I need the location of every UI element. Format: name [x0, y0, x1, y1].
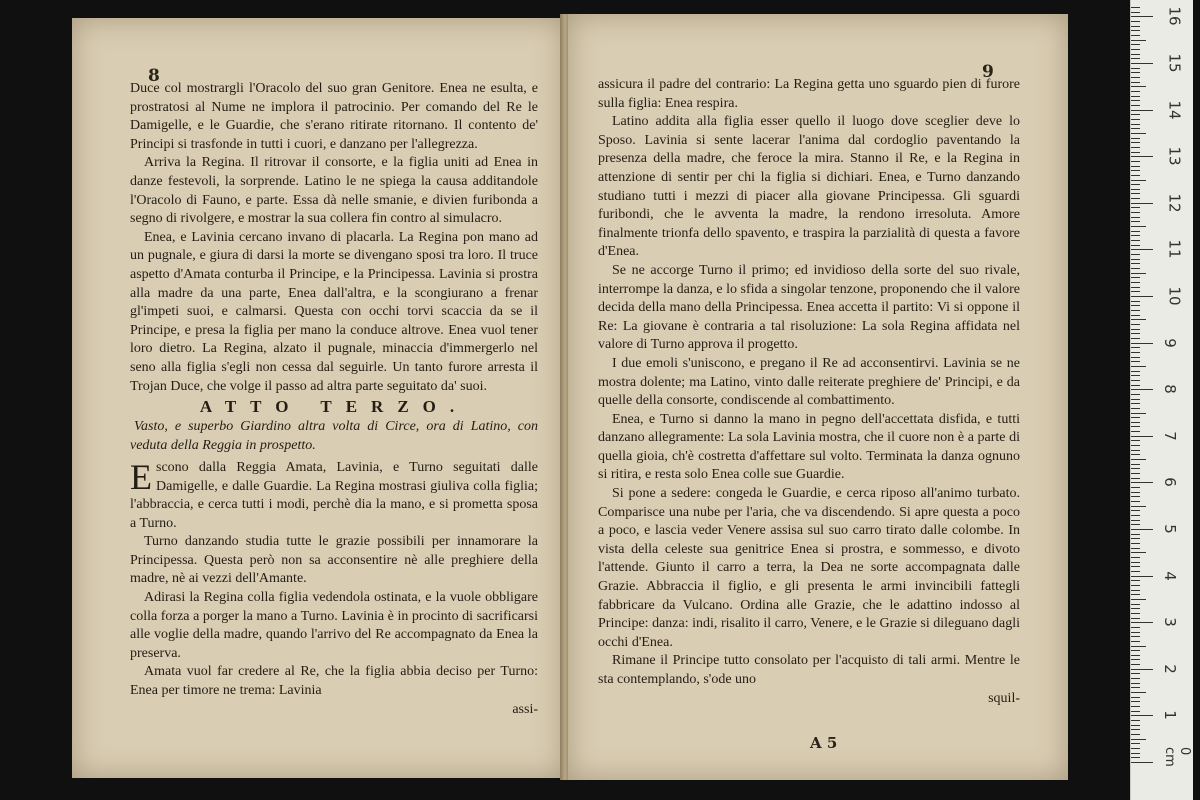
ruler-tick [1131, 273, 1146, 274]
ruler-tick [1131, 604, 1140, 605]
ruler-tick [1131, 506, 1146, 507]
ruler-tick [1131, 184, 1140, 185]
ruler-tick [1131, 590, 1140, 591]
ruler-tick [1131, 641, 1140, 642]
ruler-tick [1131, 566, 1140, 567]
ruler-tick [1131, 576, 1153, 577]
ruler-tick [1131, 12, 1140, 13]
ruler-tick [1131, 608, 1140, 609]
page-number-left: 8 [148, 66, 160, 86]
ruler-label: 12 [1165, 193, 1184, 213]
ruler-tick [1131, 240, 1140, 241]
ruler-tick [1131, 324, 1140, 325]
ruler-tick [1131, 133, 1146, 134]
ruler-tick [1131, 180, 1146, 181]
ruler-tick [1131, 408, 1140, 409]
ruler-tick [1131, 743, 1140, 744]
ruler-tick [1131, 734, 1140, 735]
ruler-tick [1131, 63, 1153, 64]
ruler-label: 13 [1165, 146, 1184, 166]
ruler-tick [1131, 613, 1140, 614]
ruler-tick [1131, 548, 1140, 549]
ruler-tick [1131, 599, 1146, 600]
ruler-tick [1131, 459, 1146, 460]
ruler-tick [1131, 389, 1153, 390]
left-text-block [130, 80, 538, 719]
ruler-tick [1131, 697, 1140, 698]
ruler-tick [1131, 371, 1140, 372]
ruler-tick [1131, 380, 1140, 381]
ruler-tick [1131, 58, 1140, 59]
ruler-tick [1131, 198, 1140, 199]
ruler-tick [1131, 399, 1140, 400]
ruler-tick [1131, 762, 1153, 763]
ruler-tick [1131, 82, 1140, 83]
ruler-label: 4 [1160, 570, 1179, 581]
ruler-label: 15 [1165, 53, 1184, 73]
ruler-tick [1131, 464, 1140, 465]
ruler-tick [1131, 338, 1140, 339]
ruler-tick [1131, 203, 1153, 204]
ruler-tick [1131, 245, 1140, 246]
ruler-tick [1131, 166, 1140, 167]
right-paragraph-1: assicura il padre del contrario: La Regina getta uno sguardo pien di furore sulla figlia: Enea respira. [598, 77, 1020, 111]
ruler-tick [1131, 632, 1140, 633]
ruler-tick [1131, 254, 1140, 255]
ruler-tick [1131, 482, 1153, 483]
ruler-tick [1131, 687, 1140, 688]
drop-cap: E [130, 456, 152, 497]
ruler-tick [1131, 622, 1153, 623]
ruler-tick [1131, 68, 1140, 69]
left-paragraph-1: Duce col mostrargli l'Oracolo del suo gran Genitore. Enea ne esulta, e prostratosi al Nume ne implora il patrocinio. Per comando del Re le Damigelle, e le Guardie, che s'erano ritirate ritornano. Il contento de' Principi si trasfonde in tutti i cuori, e danzano per l'allegrezza. [130, 81, 538, 152]
ruler-tick [1131, 524, 1140, 525]
ruler-tick [1131, 231, 1140, 232]
ruler-tick [1131, 357, 1140, 358]
ruler-tick [1131, 534, 1140, 535]
ruler-tick [1131, 217, 1140, 218]
ruler-tick [1131, 557, 1140, 558]
ruler-tick [1131, 487, 1140, 488]
ruler-tick [1131, 72, 1140, 73]
ruler-tick [1131, 562, 1140, 563]
ruler-tick [1131, 552, 1146, 553]
ruler-label: 10 [1165, 286, 1184, 306]
ruler-tick [1131, 538, 1140, 539]
ruler-tick [1131, 650, 1140, 651]
right-paragraph-5: Enea, e Turno si danno la mano in pegno dell'accettata disfida, e tutti danzano allegramente: La sola Lavinia mostra, che il cuore non è a parte di quella gioia, ch'è costretta d'affettare sul volto. Terminata la danza ognuno si ritira, e resta solo Enea colle sue Guardie. [598, 411, 1020, 483]
ruler-tick [1131, 315, 1140, 316]
ruler-tick [1131, 16, 1153, 17]
ruler-tick [1131, 673, 1140, 674]
ruler-tick [1131, 329, 1140, 330]
ruler-tick [1131, 193, 1140, 194]
measurement-ruler [1130, 0, 1193, 800]
ruler-tick [1131, 473, 1140, 474]
ruler-tick [1131, 715, 1153, 716]
ruler-tick [1131, 510, 1140, 511]
ruler-tick [1131, 156, 1153, 157]
ruler-tick [1131, 170, 1140, 171]
ruler-tick [1131, 422, 1140, 423]
ruler-tick [1131, 361, 1140, 362]
ruler-tick [1131, 110, 1153, 111]
ruler-tick [1131, 426, 1140, 427]
act-heading: ATTO TERZO. [199, 397, 469, 417]
ruler-tick [1131, 77, 1140, 78]
ruler-tick [1131, 100, 1140, 101]
left-paragraph-7: Amata vuol far credere al Re, che la figlia abbia deciso per Turno: Enea per timore ne trema: Lavinia [130, 664, 538, 699]
ruler-tick [1131, 520, 1140, 521]
ruler-label: 7 [1160, 431, 1179, 441]
ruler-tick [1131, 757, 1140, 758]
ruler-label: 9 [1160, 337, 1179, 348]
ruler-tick [1131, 454, 1140, 455]
ruler-tick [1131, 21, 1140, 22]
ruler-tick [1131, 347, 1140, 348]
ruler-tick [1131, 468, 1140, 469]
ruler-unit-label: 0 cm [1162, 747, 1192, 767]
right-paragraph-6: Si pone a sedere: congeda le Guardie, e cerca riposo all'animo turbato. Comparisce una nube per l'aria, che va discendendo. Si apre questa a poco a poco, e lascia veder Venere assisa sul suo carro tirato dalle colombe. In vista della celeste sua genitrice Enea si prostra, e sommesso, e divoto l'attende. Giunto il carro a terra, la Dea ne sorte accompagnata dalle Grazie. Abbraccia il figlio, e gli presenta le armi invincibili fattegli fabbricare da Vulcano. Ordina alle Grazie, che le adattino indosso al Principe: danza: indi, risalito il carro, Venere, e le Grazie si dileguano dagli occhi d'Enea. [598, 486, 1020, 650]
ruler-tick [1131, 436, 1153, 437]
ruler-tick [1131, 35, 1140, 36]
ruler-tick [1131, 268, 1140, 269]
ruler-tick [1131, 30, 1140, 31]
ruler-tick [1131, 413, 1146, 414]
ruler-tick [1131, 7, 1140, 8]
ruler-tick [1131, 114, 1140, 115]
right-text-block [598, 76, 1020, 708]
ruler-tick [1131, 152, 1140, 153]
ruler-tick [1131, 692, 1146, 693]
ruler-tick [1131, 161, 1140, 162]
left-paragraph-4-text: scono dalla Reggia Amata, Lavinia, e Turno seguitati dalle Damigelle, e dalle Guardie. La Regina mostrasi giuliva colla figlia; l'abbraccia, e cerca tutti i modi, perchè dia la mano, e si prometta sposa a Turno. [130, 459, 538, 531]
ruler-tick [1131, 366, 1146, 367]
ruler-label: 16 [1165, 6, 1184, 26]
ruler-tick [1131, 277, 1140, 278]
ruler-tick [1131, 706, 1140, 707]
ruler-tick [1131, 403, 1140, 404]
ruler-tick [1131, 221, 1140, 222]
ruler-tick [1131, 753, 1140, 754]
ruler-tick [1131, 725, 1140, 726]
ruler-tick [1131, 478, 1140, 479]
ruler-tick [1131, 343, 1153, 344]
ruler-label: 11 [1165, 239, 1184, 259]
ruler-tick [1131, 585, 1140, 586]
left-paragraph-5: Turno danzando studia tutte le grazie possibili per innamorare la Principessa. Questa però non sa acconsentire nè alle preghiere della madre, nè ai vezzi dell'Amante. [130, 534, 538, 587]
ruler-tick [1131, 515, 1140, 516]
ruler-tick [1131, 594, 1140, 595]
ruler-tick [1131, 226, 1146, 227]
ruler-tick [1131, 91, 1140, 92]
ruler-tick [1131, 175, 1140, 176]
catchword-left: assi- [512, 701, 538, 717]
ruler-tick [1131, 291, 1140, 292]
ruler-tick [1131, 212, 1140, 213]
ruler-tick [1131, 301, 1140, 302]
left-paragraph-3: Enea, e Lavinia cercano invano di placarla. La Regina pon mano ad un pugnale, e giura di darsi la morte se divengano sposi tra loro. Il truce aspetto d'Amata conturba il Principe, e la Principessa. Lavinia si prostra alla madre da una parte, Enea dall'altra, e la scongiurano a frenar gl'impeti suoi, e calmarsi. Questa con occhi torvi scaccia da se il Principe, e presa la figlia per mano la conduce altrove. Enea vuol tener loro dietro. La Regina, alzato il pugnale, minaccia d'immergerlo nel seno alla figlia s'egli non cessa dal seguirle. Un tanto furore arresta il Trojan Duce, che volge il passo ad altra parte seguitato da' suoi. [130, 229, 538, 394]
ruler-tick [1131, 86, 1146, 87]
ruler-tick [1131, 701, 1140, 702]
ruler-tick [1131, 683, 1140, 684]
catchword-right: squil- [988, 690, 1020, 706]
ruler-tick [1131, 287, 1140, 288]
signature-mark: A 5 [810, 734, 838, 752]
ruler-tick [1131, 655, 1140, 656]
ruler-tick [1131, 646, 1146, 647]
ruler-tick [1131, 636, 1140, 637]
ruler-tick [1131, 124, 1140, 125]
ruler-tick [1131, 44, 1140, 45]
right-paragraph-7: Rimane il Principe tutto consolato per l'acquisto di tali armi. Mentre le sta contemplando, s'ode uno [598, 653, 1020, 687]
ruler-tick [1131, 207, 1140, 208]
ruler-tick [1131, 352, 1140, 353]
ruler-tick [1131, 529, 1153, 530]
ruler-tick [1131, 54, 1140, 55]
ruler-tick [1131, 394, 1140, 395]
left-paragraph-2: Arriva la Regina. Il ritrovar il consorte, e la figlia uniti ad Enea in danze festevoli, la sorprende. Latino le ne spiega la causa additandole l'Oracolo di Fauno, e parte. Essa dà nelle smanie, e divien furibonda a segno di rivolgere, e mostrar la sua collera fin contro al simulacro. [130, 155, 538, 227]
left-paragraph-4 [130, 456, 538, 533]
ruler-tick [1131, 417, 1140, 418]
ruler-tick [1131, 138, 1140, 139]
ruler-label: 14 [1165, 100, 1184, 120]
ruler-tick [1131, 147, 1140, 148]
ruler-tick [1131, 105, 1140, 106]
right-paragraph-3: Se ne accorge Turno il primo; ed invidioso della sorte del suo rivale, interrompe la danza, e lo sfida a singolar tenzone, proponendo che il valore decida della mano della Principessa. Enea accetta il partito: Vi si oppone il Re: La giovane è contraria a tal risoluzione: La sola Regina affidata nel valore di Turno approva il progetto. [598, 262, 1020, 353]
ruler-tick [1131, 669, 1153, 670]
ruler-label: 8 [1160, 384, 1179, 394]
ruler-tick [1131, 26, 1140, 27]
ruler-tick [1131, 282, 1140, 283]
ruler-tick [1131, 720, 1140, 721]
ruler-tick [1131, 627, 1140, 628]
ruler-tick [1131, 450, 1140, 451]
ruler-tick [1131, 96, 1140, 97]
ruler-tick [1131, 678, 1140, 679]
right-page [568, 14, 1068, 780]
ruler-tick [1131, 310, 1140, 311]
ruler-label: 3 [1160, 617, 1179, 627]
ruler-label: 2 [1160, 664, 1179, 674]
right-paragraph-4: I due emoli s'uniscono, e pregano il Re ad acconsentirvi. Lavinia se ne mostra dolente; ma Latino, vinto dalle reiterate preghiere de' Principi, e da quelle della consorte, condiscende al combattimento. [598, 355, 1020, 409]
ruler-tick [1131, 49, 1140, 50]
ruler-tick [1131, 543, 1140, 544]
ruler-tick [1131, 305, 1140, 306]
ruler-tick [1131, 263, 1140, 264]
ruler-tick [1131, 496, 1140, 497]
scene-description: Vasto, e superbo Giardino altra volta di Circe, ora di Latino, con veduta della Reggia in prospetto. [130, 419, 538, 453]
right-paragraph-2: Latino addita alla figlia esser quello il luogo dove sceglier deve lo Sposo. Lavinia si sente lacerar l'anima dal cordoglio paventando la presenza della madre, che feroce la mira. Stanno il Re, e la Regina in attenzione di sentir per chi la figlia si dichiari. Enea, e Turno danzando studiano tutti i mezzi di piacer alla giovane Principessa. Gli sguardi furibondi, che le avventa la madre, la rendono irresoluta. Amore finalmente trionfa dello spavento, e traspira la parzialità di questa a favore d'Enea. [598, 114, 1020, 260]
ruler-tick [1131, 618, 1140, 619]
ruler-label: 6 [1160, 477, 1179, 488]
ruler-tick [1131, 40, 1146, 41]
ruler-tick [1131, 748, 1140, 749]
ruler-tick [1131, 440, 1140, 441]
ruler-tick [1131, 319, 1146, 320]
ruler-tick [1131, 501, 1140, 502]
ruler-tick [1131, 659, 1140, 660]
ruler-tick [1131, 729, 1140, 730]
ruler-tick [1131, 375, 1140, 376]
ruler-tick [1131, 235, 1140, 236]
ruler-tick [1131, 189, 1140, 190]
ruler-tick [1131, 492, 1140, 493]
ruler-tick [1131, 711, 1140, 712]
ruler-label: 5 [1160, 524, 1179, 534]
ruler-tick [1131, 142, 1140, 143]
ruler-tick [1131, 571, 1140, 572]
ruler-tick [1131, 385, 1140, 386]
page-number-right: 9 [982, 62, 994, 82]
ruler-tick [1131, 445, 1140, 446]
ruler-tick [1131, 296, 1153, 297]
ruler-tick [1131, 580, 1140, 581]
left-page [72, 18, 564, 778]
left-paragraph-6: Adirasi la Regina colla figlia vedendola ostinata, e la vuole obbligare colla forza a porger la mano a Turno. Lavinia è in procinto di sacrificarsi alle voglie della madre, quando l'arrivo del Re accompagnato da Enea la preserva. [130, 590, 538, 661]
ruler-tick [1131, 259, 1140, 260]
ruler-tick [1131, 431, 1140, 432]
ruler-tick [1131, 664, 1140, 665]
ruler-label: 1 [1160, 710, 1179, 721]
ruler-tick [1131, 128, 1140, 129]
ruler-tick [1131, 249, 1153, 250]
ruler-tick [1131, 739, 1146, 740]
ruler-tick [1131, 119, 1140, 120]
ruler-tick [1131, 333, 1140, 334]
